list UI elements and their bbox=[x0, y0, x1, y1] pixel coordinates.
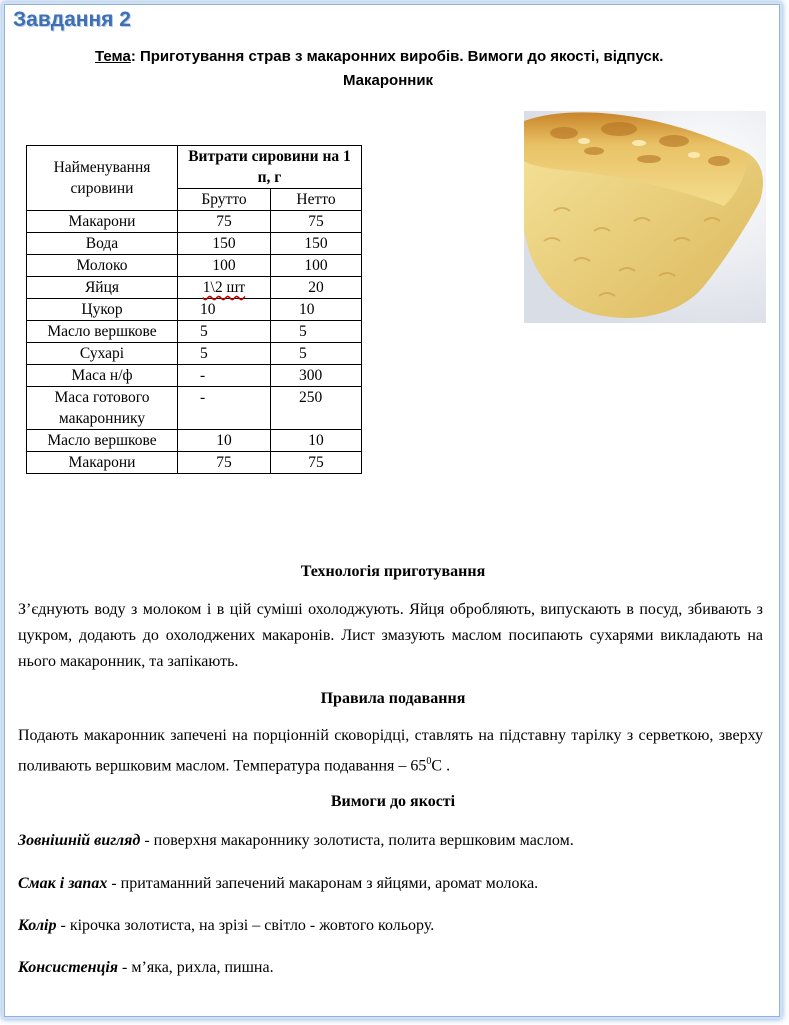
row-gross: 75 bbox=[178, 211, 271, 233]
quality-text: - притаманний запечений макаронам з яйцями, аромат молока. bbox=[107, 875, 539, 892]
serving-text-end: С . bbox=[431, 757, 451, 775]
serving-heading: Правила подавання bbox=[320, 690, 466, 707]
technology-text: З’єднують воду з молоком і в цій суміші охолоджують. Яйця обробляють, випускають в посуд, збивають з цукром, додають до охолоджених макаронів. Лист змазують маслом посипають сухарями викладають на нього макаронник, та запікають. bbox=[18, 601, 763, 670]
table-row bbox=[27, 277, 362, 299]
row-gross: - bbox=[178, 365, 271, 387]
header-net: Нетто bbox=[271, 189, 362, 211]
table-row bbox=[27, 387, 362, 430]
row-gross: 10 bbox=[178, 430, 271, 452]
quality-text: - кірочка золотиста, на зрізі – світло - жовтого кольору. bbox=[56, 917, 435, 934]
row-net: 10 bbox=[271, 430, 362, 452]
row-gross: 150 bbox=[178, 233, 271, 255]
quality-item-taste bbox=[18, 875, 763, 893]
row-net: 300 bbox=[271, 365, 362, 387]
table-header-row bbox=[27, 146, 362, 189]
row-name: Масло вершкове bbox=[27, 321, 178, 343]
macaroni-casserole-photo bbox=[524, 111, 766, 323]
quality-label: Смак і запах bbox=[18, 875, 108, 892]
quality-label: Консистенція bbox=[18, 959, 119, 976]
topic-prefix: Тема bbox=[95, 48, 131, 65]
row-gross: 100 bbox=[178, 255, 271, 277]
row-name: Макарони bbox=[27, 452, 178, 474]
row-gross: 75 bbox=[178, 452, 271, 474]
row-net: 100 bbox=[271, 255, 362, 277]
row-net: 20 bbox=[271, 277, 362, 299]
row-name: Вода bbox=[27, 233, 178, 255]
topic-line1: : Приготування страв з макаронних виробів. Вимоги до якості, відпуск. bbox=[130, 48, 664, 65]
row-gross: 10 bbox=[178, 299, 271, 321]
row-net: 150 bbox=[271, 233, 362, 255]
row-name: Маса н/ф bbox=[27, 365, 178, 387]
table-row bbox=[27, 255, 362, 277]
row-gross bbox=[178, 277, 271, 299]
header-name: Найменування сировини bbox=[27, 146, 178, 211]
technology-heading: Технологія приготування bbox=[300, 563, 486, 580]
header-consumption: Витрати сировини на 1 п, г bbox=[178, 146, 362, 189]
row-net: 5 bbox=[271, 321, 362, 343]
quality-label: Колір bbox=[18, 917, 57, 934]
serving-text bbox=[18, 723, 763, 779]
row-name: Макарони bbox=[27, 211, 178, 233]
row-name: Масло вершкове bbox=[27, 430, 178, 452]
serving-text-main: Подають макаронник запечені на порціонній сковорідці, ставлять на підставну тарілку з серветкою, зверху поливають вершковим маслом. Температура подавання – 65 bbox=[18, 727, 763, 775]
table-row bbox=[27, 321, 362, 343]
quality-text: - поверхня макароннику золотиста, полита вершковим маслом. bbox=[140, 832, 574, 849]
recipe-table bbox=[26, 145, 362, 474]
row-name: Сухарі bbox=[27, 343, 178, 365]
row-gross: 5 bbox=[178, 321, 271, 343]
row-gross-text: 1\2 шт bbox=[202, 279, 246, 296]
row-net: 250 bbox=[271, 387, 362, 430]
table-row bbox=[27, 343, 362, 365]
table-row bbox=[27, 233, 362, 255]
row-net: 75 bbox=[271, 452, 362, 474]
topic-line2: Макаронник bbox=[343, 72, 434, 89]
topic-heading bbox=[95, 45, 765, 93]
row-net: 5 bbox=[271, 343, 362, 365]
table-row bbox=[27, 452, 362, 474]
quality-item-appearance bbox=[18, 832, 763, 850]
row-gross: - bbox=[178, 387, 271, 430]
quality-item-color bbox=[18, 917, 763, 935]
task-title: Завдання 2 bbox=[13, 8, 131, 31]
quality-text: - м’яка, рихла, пишна. bbox=[118, 959, 274, 976]
table-row bbox=[27, 365, 362, 387]
table-row bbox=[27, 299, 362, 321]
header-gross: Брутто bbox=[178, 189, 271, 211]
table-row bbox=[27, 430, 362, 452]
row-name: Цукор bbox=[27, 299, 178, 321]
row-gross: 5 bbox=[178, 343, 271, 365]
casserole-image bbox=[524, 111, 766, 323]
degree-superscript: 0 bbox=[426, 756, 432, 767]
row-net: 10 bbox=[271, 299, 362, 321]
row-name: Молоко bbox=[27, 255, 178, 277]
quality-label: Зовнішній вигляд bbox=[18, 832, 141, 849]
quality-item-consistency bbox=[18, 959, 763, 977]
table-row bbox=[27, 211, 362, 233]
row-name: Яйця bbox=[27, 277, 178, 299]
quality-heading: Вимоги до якості bbox=[330, 793, 456, 810]
row-name: Маса готового макароннику bbox=[27, 387, 178, 430]
row-net: 75 bbox=[271, 211, 362, 233]
